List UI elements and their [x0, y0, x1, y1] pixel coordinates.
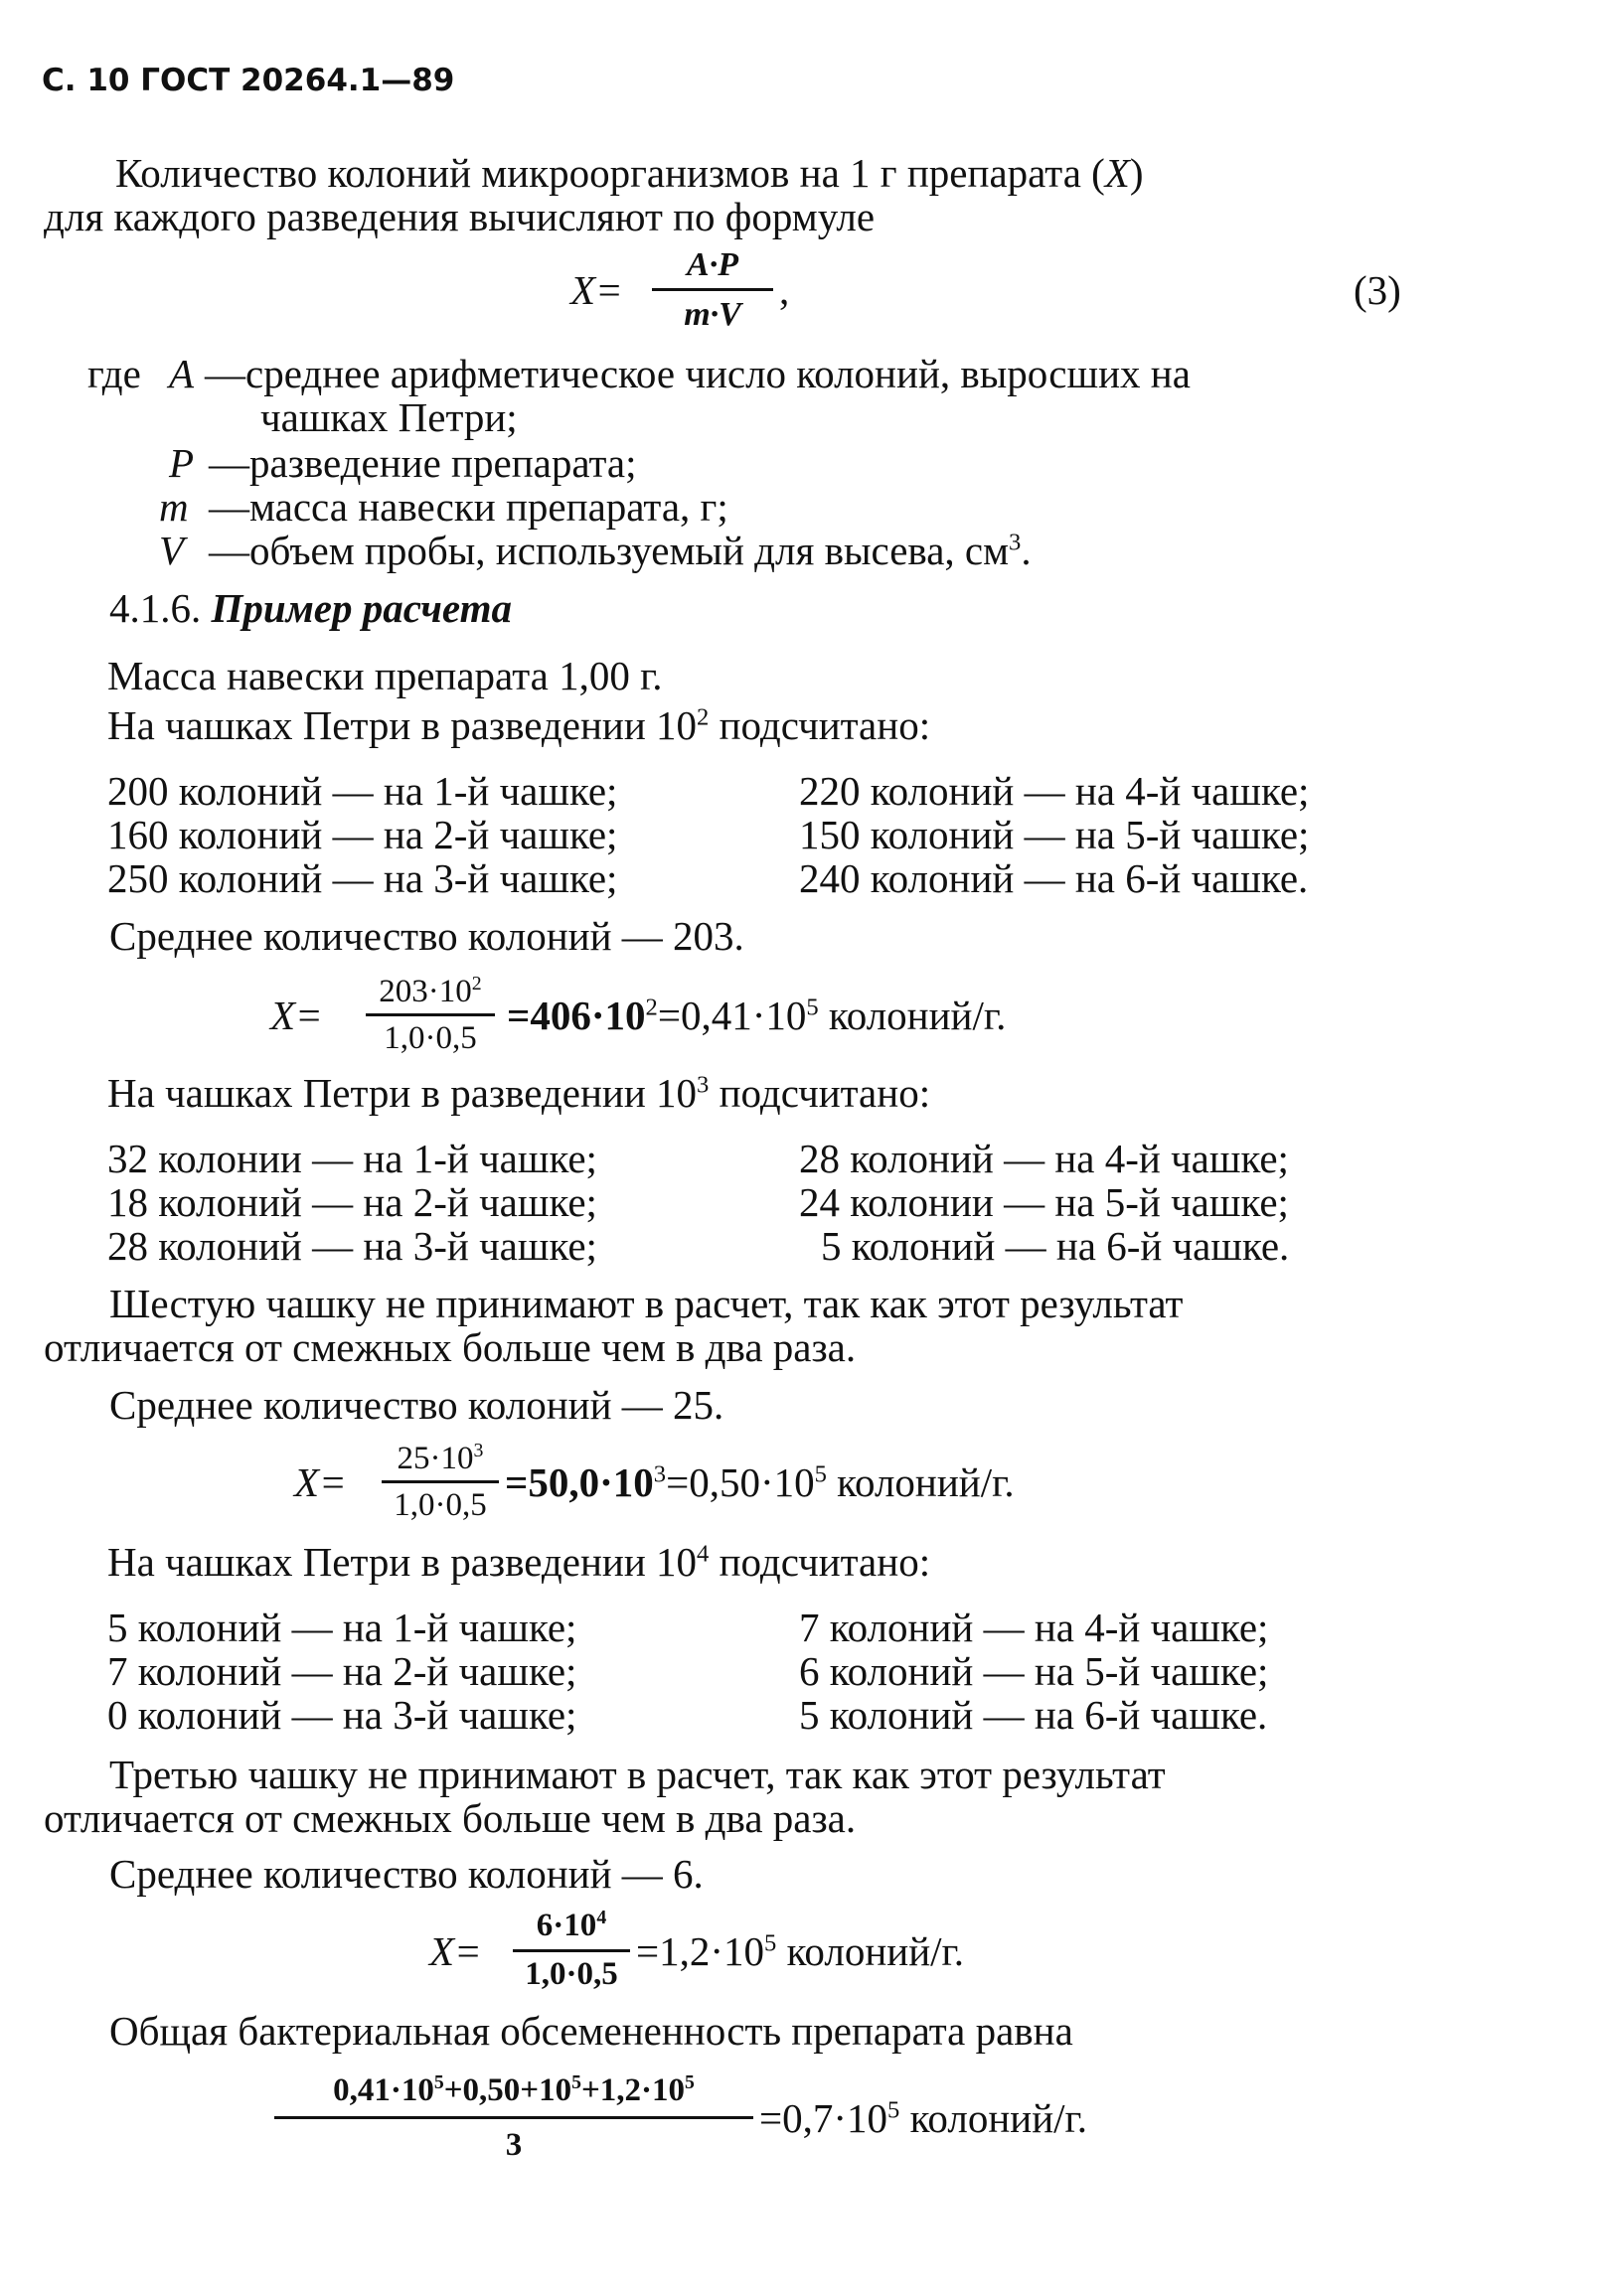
- formula3-numerator: A·P: [687, 246, 738, 283]
- formula3-fraction: [652, 248, 773, 332]
- block3-calc-num-sup: 4: [596, 1907, 607, 1929]
- total-num-a: 0,41·10: [333, 2072, 434, 2108]
- block2-calc-rhs: [505, 1459, 1015, 1505]
- block2-left-2: 18 колоний — на 2-й чашке;: [107, 1179, 597, 1225]
- block2-counted-text: На чашках Петри в разведении 10: [107, 1070, 698, 1116]
- formula3-comma: ,: [779, 267, 790, 313]
- example-title: Пример расчета: [211, 585, 512, 631]
- block3-left-2: 7 колоний — на 2-й чашке;: [107, 1648, 577, 1694]
- block2-calc-lhs: X=: [294, 1459, 347, 1505]
- total-num-a-sup: 5: [433, 2071, 444, 2094]
- block1-calc-rhs-sup2: 5: [806, 994, 819, 1021]
- block2-right-1: 28 колоний — на 4-й чашке;: [799, 1136, 1289, 1181]
- total-num-b: +0,50+10: [443, 2072, 572, 2108]
- fraction-bar: [513, 1949, 630, 1952]
- definition-V-body: —объем пробы, используемый для высева, см: [209, 528, 1010, 573]
- block1-left-3: 250 колоний — на 3-й чашке;: [107, 855, 618, 901]
- intro-line-1: [115, 150, 1144, 196]
- block3-left-1: 5 колоний — на 1-й чашке;: [107, 1605, 577, 1650]
- block3-counted-end: подсчитано:: [709, 1539, 931, 1585]
- total-rhs-sup: 5: [887, 2096, 900, 2124]
- definition-V-symbol: V: [159, 528, 185, 573]
- total-fraction: [274, 2071, 753, 2163]
- block3-calc-rhs: [636, 1928, 964, 1974]
- block1-counted: [107, 702, 931, 748]
- formula3-number: (3): [1354, 267, 1401, 313]
- total-text: Общая бактериальная обсемененность препарата равна: [109, 2008, 1073, 2054]
- block3-right-2: 6 колоний — на 5-й чашке;: [799, 1648, 1269, 1694]
- block2-left-3: 28 колоний — на 3-й чашке;: [107, 1223, 597, 1269]
- block3-right-1: 7 колоний — на 4-й чашке;: [799, 1605, 1269, 1650]
- definition-A-text: —среднее арифметическое число колоний, выросших на: [205, 351, 1191, 396]
- block1-calc-num-sup: 2: [471, 973, 482, 995]
- total-rhs-unit: колоний/г.: [899, 2095, 1087, 2141]
- block3-calc-num-base: 6·10: [536, 1908, 597, 1943]
- block2-calc-rhs-pre: =50,0·10: [505, 1459, 654, 1505]
- block2-calc-denominator: 1,0·0,5: [394, 1487, 487, 1523]
- definition-m-symbol: m: [159, 484, 189, 530]
- block3-right-3: 5 колоний — на 6-й чашке.: [799, 1692, 1268, 1738]
- block3-calc-lhs: X=: [429, 1928, 482, 1974]
- total-num-c-sup: 5: [685, 2071, 695, 2094]
- block1-calc-rhs-unit: колоний/г.: [818, 993, 1007, 1038]
- fraction-bar: [274, 2116, 753, 2119]
- block2-calc-rhs-sup2: 5: [814, 1460, 827, 1488]
- block3-calc-rhs-unit: колоний/г.: [776, 1928, 964, 1974]
- total-numerator: [274, 2071, 753, 2108]
- block3-counted-text: На чашках Петри в разведении 10: [107, 1539, 698, 1585]
- block1-right-3: 240 колоний — на 6-й чашке.: [799, 855, 1309, 901]
- block2-note-2: отличается от смежных больше чем в два раза.: [44, 1324, 857, 1370]
- block2-calc-fraction: [382, 1440, 499, 1523]
- block1-calc-num-base: 203·10: [379, 974, 472, 1009]
- block2-calc-num-sup: 3: [473, 1440, 484, 1462]
- example-number: 4.1.6.: [109, 585, 202, 631]
- block1-calc-rhs-mid: =0,41·10: [657, 993, 807, 1038]
- block2-counted: [107, 1070, 931, 1116]
- block2-counted-sup: 3: [697, 1071, 710, 1099]
- block2-calc-rhs-unit: колоний/г.: [826, 1459, 1015, 1505]
- block1-counted-text: На чашках Петри в разведении 10: [107, 702, 698, 748]
- block2-calc-rhs-sup1: 3: [653, 1460, 667, 1488]
- total-rhs-pre: =0,7·10: [759, 2095, 888, 2141]
- block1-counted-end: подсчитано:: [709, 702, 931, 748]
- block3-calc-denominator: 1,0·0,5: [525, 1956, 618, 1992]
- block2-note-1: Шестую чашку не принимают в расчет, так как этот результат: [109, 1281, 1184, 1326]
- total-rhs: [759, 2095, 1087, 2141]
- total-denominator: 3: [505, 2127, 523, 2163]
- block1-calc-fraction: [366, 973, 495, 1056]
- block3-calc-rhs-sup1: 5: [764, 1929, 777, 1957]
- block1-counted-sup: 2: [697, 703, 710, 731]
- block1-average: Среднее количество колоний — 203.: [109, 913, 744, 959]
- block1-right-2: 150 колоний — на 5-й чашке;: [799, 812, 1310, 857]
- block1-calc-rhs: [507, 995, 1006, 1036]
- block1-calc-denominator: 1,0·0,5: [384, 1020, 477, 1056]
- block1-calc-lhs: X=: [270, 993, 323, 1038]
- block1-calc-numerator: [366, 973, 495, 1009]
- block1-calc-rhs-sup1: 2: [645, 994, 658, 1021]
- block1-right-1: 220 колоний — на 4-й чашке;: [799, 768, 1310, 814]
- definition-P-text: —разведение препарата;: [209, 440, 637, 486]
- block3-counted-sup: 4: [697, 1540, 710, 1568]
- block2-right-3: 5 колоний — на 6-й чашке.: [821, 1223, 1290, 1269]
- block2-left-1: 32 колонии — на 1-й чашке;: [107, 1136, 597, 1181]
- block2-counted-end: подсчитано:: [709, 1070, 931, 1116]
- block2-right-2: 24 колонии — на 5-й чашке;: [799, 1179, 1289, 1225]
- block3-calc-fraction: [513, 1907, 630, 1992]
- block3-calc-rhs-pre: =1,2·10: [636, 1928, 765, 1974]
- total-num-c: +1,2·10: [580, 2072, 686, 2108]
- definition-V-superscript: 3: [1009, 529, 1022, 556]
- page-header: С. 10 ГОСТ 20264.1—89: [42, 63, 455, 98]
- definition-m-text: —масса навески препарата, г;: [209, 484, 728, 530]
- intro-line-1-close: ): [1129, 150, 1144, 196]
- block3-note-1: Третью чашку не принимают в расчет, так как этот результат: [109, 1752, 1166, 1797]
- example-mass: Масса навески препарата 1,00 г.: [107, 653, 663, 698]
- fraction-bar: [382, 1480, 499, 1483]
- block2-average: Среднее количество колоний — 25.: [109, 1382, 724, 1428]
- fraction-bar: [366, 1013, 495, 1016]
- block3-average: Среднее количество колоний — 6.: [109, 1851, 704, 1897]
- block2-calc-num-base: 25·10: [397, 1441, 474, 1476]
- definition-A-symbol: A: [169, 351, 195, 396]
- block3-counted: [107, 1539, 931, 1585]
- intro-line-2: для каждого разведения вычисляют по формуле: [44, 194, 876, 239]
- block1-left-2: 160 колоний — на 2-й чашке;: [107, 812, 618, 857]
- formula3-lhs: X=: [570, 267, 623, 313]
- block3-calc-numerator: [513, 1907, 630, 1943]
- intro-variable: X: [1104, 150, 1130, 196]
- definition-V-period: .: [1021, 528, 1032, 573]
- definition-P-symbol: P: [169, 440, 195, 486]
- block1-left-1: 200 колоний — на 1-й чашке;: [107, 768, 618, 814]
- block1-calc-rhs-pre: =406·10: [507, 993, 646, 1038]
- definition-A-text-cont: чашках Петри;: [260, 394, 518, 440]
- total-num-b-sup: 5: [571, 2071, 581, 2094]
- block3-note-2: отличается от смежных больше чем в два раза.: [44, 1795, 857, 1841]
- formula3-denominator: m·V: [684, 296, 741, 333]
- block2-calc-rhs-mid: =0,50·10: [666, 1459, 815, 1505]
- example-heading: [109, 585, 512, 631]
- intro-line-1-text: Количество колоний микроорганизмов на 1 г препарата (: [115, 150, 1105, 196]
- block2-calc-numerator: [382, 1440, 499, 1476]
- definition-where: где: [87, 351, 141, 396]
- block3-left-3: 0 колоний — на 3-й чашке;: [107, 1692, 577, 1738]
- fraction-bar: [652, 288, 773, 291]
- definition-V-text: [209, 528, 1032, 573]
